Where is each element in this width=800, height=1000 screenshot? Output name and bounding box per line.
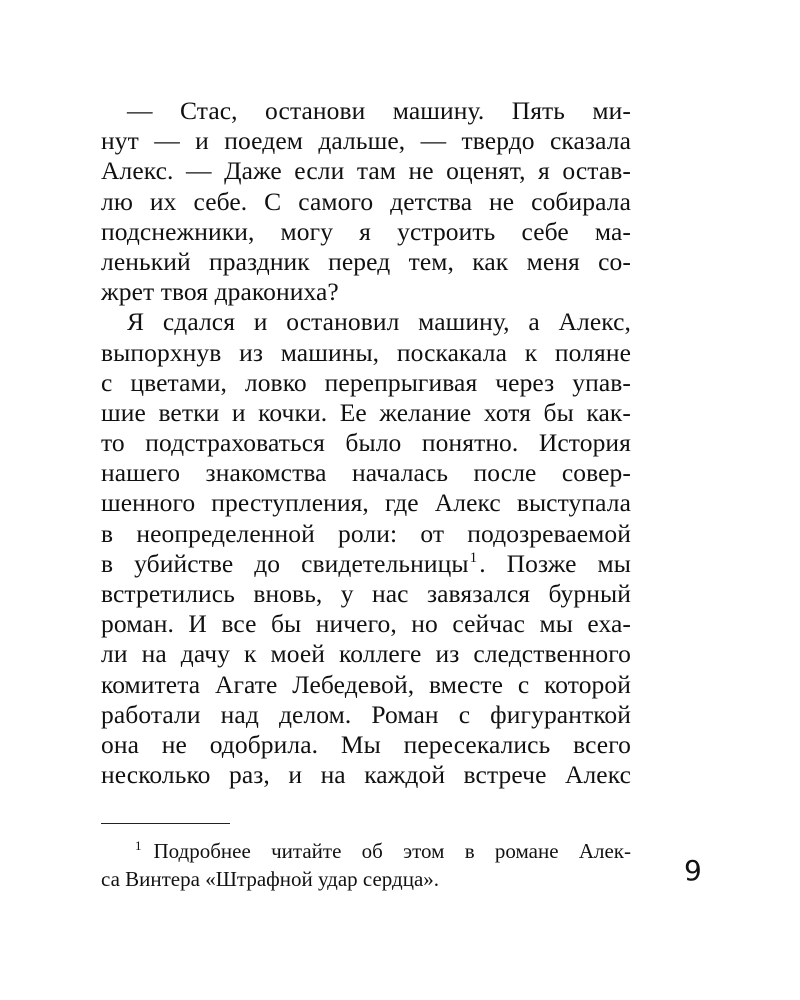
text-line: выпорхнув из машины, поскакала к поляне: [101, 337, 631, 367]
footnote-line: [101, 837, 631, 865]
text-segment: . Позже мы: [479, 548, 631, 578]
text-line: шие ветки и кочки. Ее желание хотя бы как-: [101, 397, 631, 427]
footnote-divider: [101, 823, 230, 824]
text-segment: в убийстве до свидетельницы: [101, 548, 469, 578]
text-line: шенного преступления, где Алекс выступала: [101, 488, 631, 518]
text-line: встретились вновь, у нас завязался бурный: [101, 579, 631, 608]
text-line: Алекс. — Даже если там не оценят, я остав-: [101, 156, 631, 186]
page-number: 9: [684, 854, 702, 887]
footnote: [101, 837, 631, 893]
footnote-text: Подробнее читайте об этом в романе Алек-: [153, 839, 631, 863]
body-text: [101, 96, 631, 790]
text-line: нут — и поедем дальше, — твердо сказала: [101, 126, 631, 156]
text-line: то подстраховаться было понятно. История: [101, 428, 631, 458]
text-line: роман. И все бы ничего, но сейчас мы еха-: [101, 609, 631, 639]
text-line: несколько раз, и на каждой встрече Алекс: [101, 760, 631, 790]
text-line: — Стас, останови машину. Пять ми-: [127, 96, 631, 125]
text-line: Я сдался и остановил машину, а Алекс,: [127, 307, 631, 337]
footnote-mark: 1: [135, 838, 142, 853]
text-line: в неопределенной роли: от подозреваемой: [101, 518, 631, 548]
text-line: с цветами, ловко перепрыгивая через упав-: [101, 367, 631, 397]
text-line: жрет твоя дракониха?: [101, 277, 339, 307]
text-line: комитета Агате Лебедевой, вместе с которой: [101, 669, 631, 699]
footnote-reference[interactable]: 1: [469, 549, 478, 566]
text-line: ленький праздник перед тем, как меня со-: [101, 246, 631, 276]
text-line: лю их себе. С самого детства не собирала: [101, 186, 631, 216]
text-line: подснежники, могу я устроить себе ма-: [101, 216, 631, 246]
text-line: работали над делом. Роман с фигуранткой: [101, 699, 631, 729]
text-line: она не одобрила. Мы пересекались всего: [101, 729, 631, 759]
text-line-with-footnote-ref: [101, 549, 631, 579]
footnote-line: са Винтера «Штрафной удар сердца».: [101, 867, 440, 891]
text-line: нашего знакомства началась после совер-: [101, 458, 631, 488]
text-line: ли на дачу к моей коллеге из следственного: [101, 639, 631, 669]
